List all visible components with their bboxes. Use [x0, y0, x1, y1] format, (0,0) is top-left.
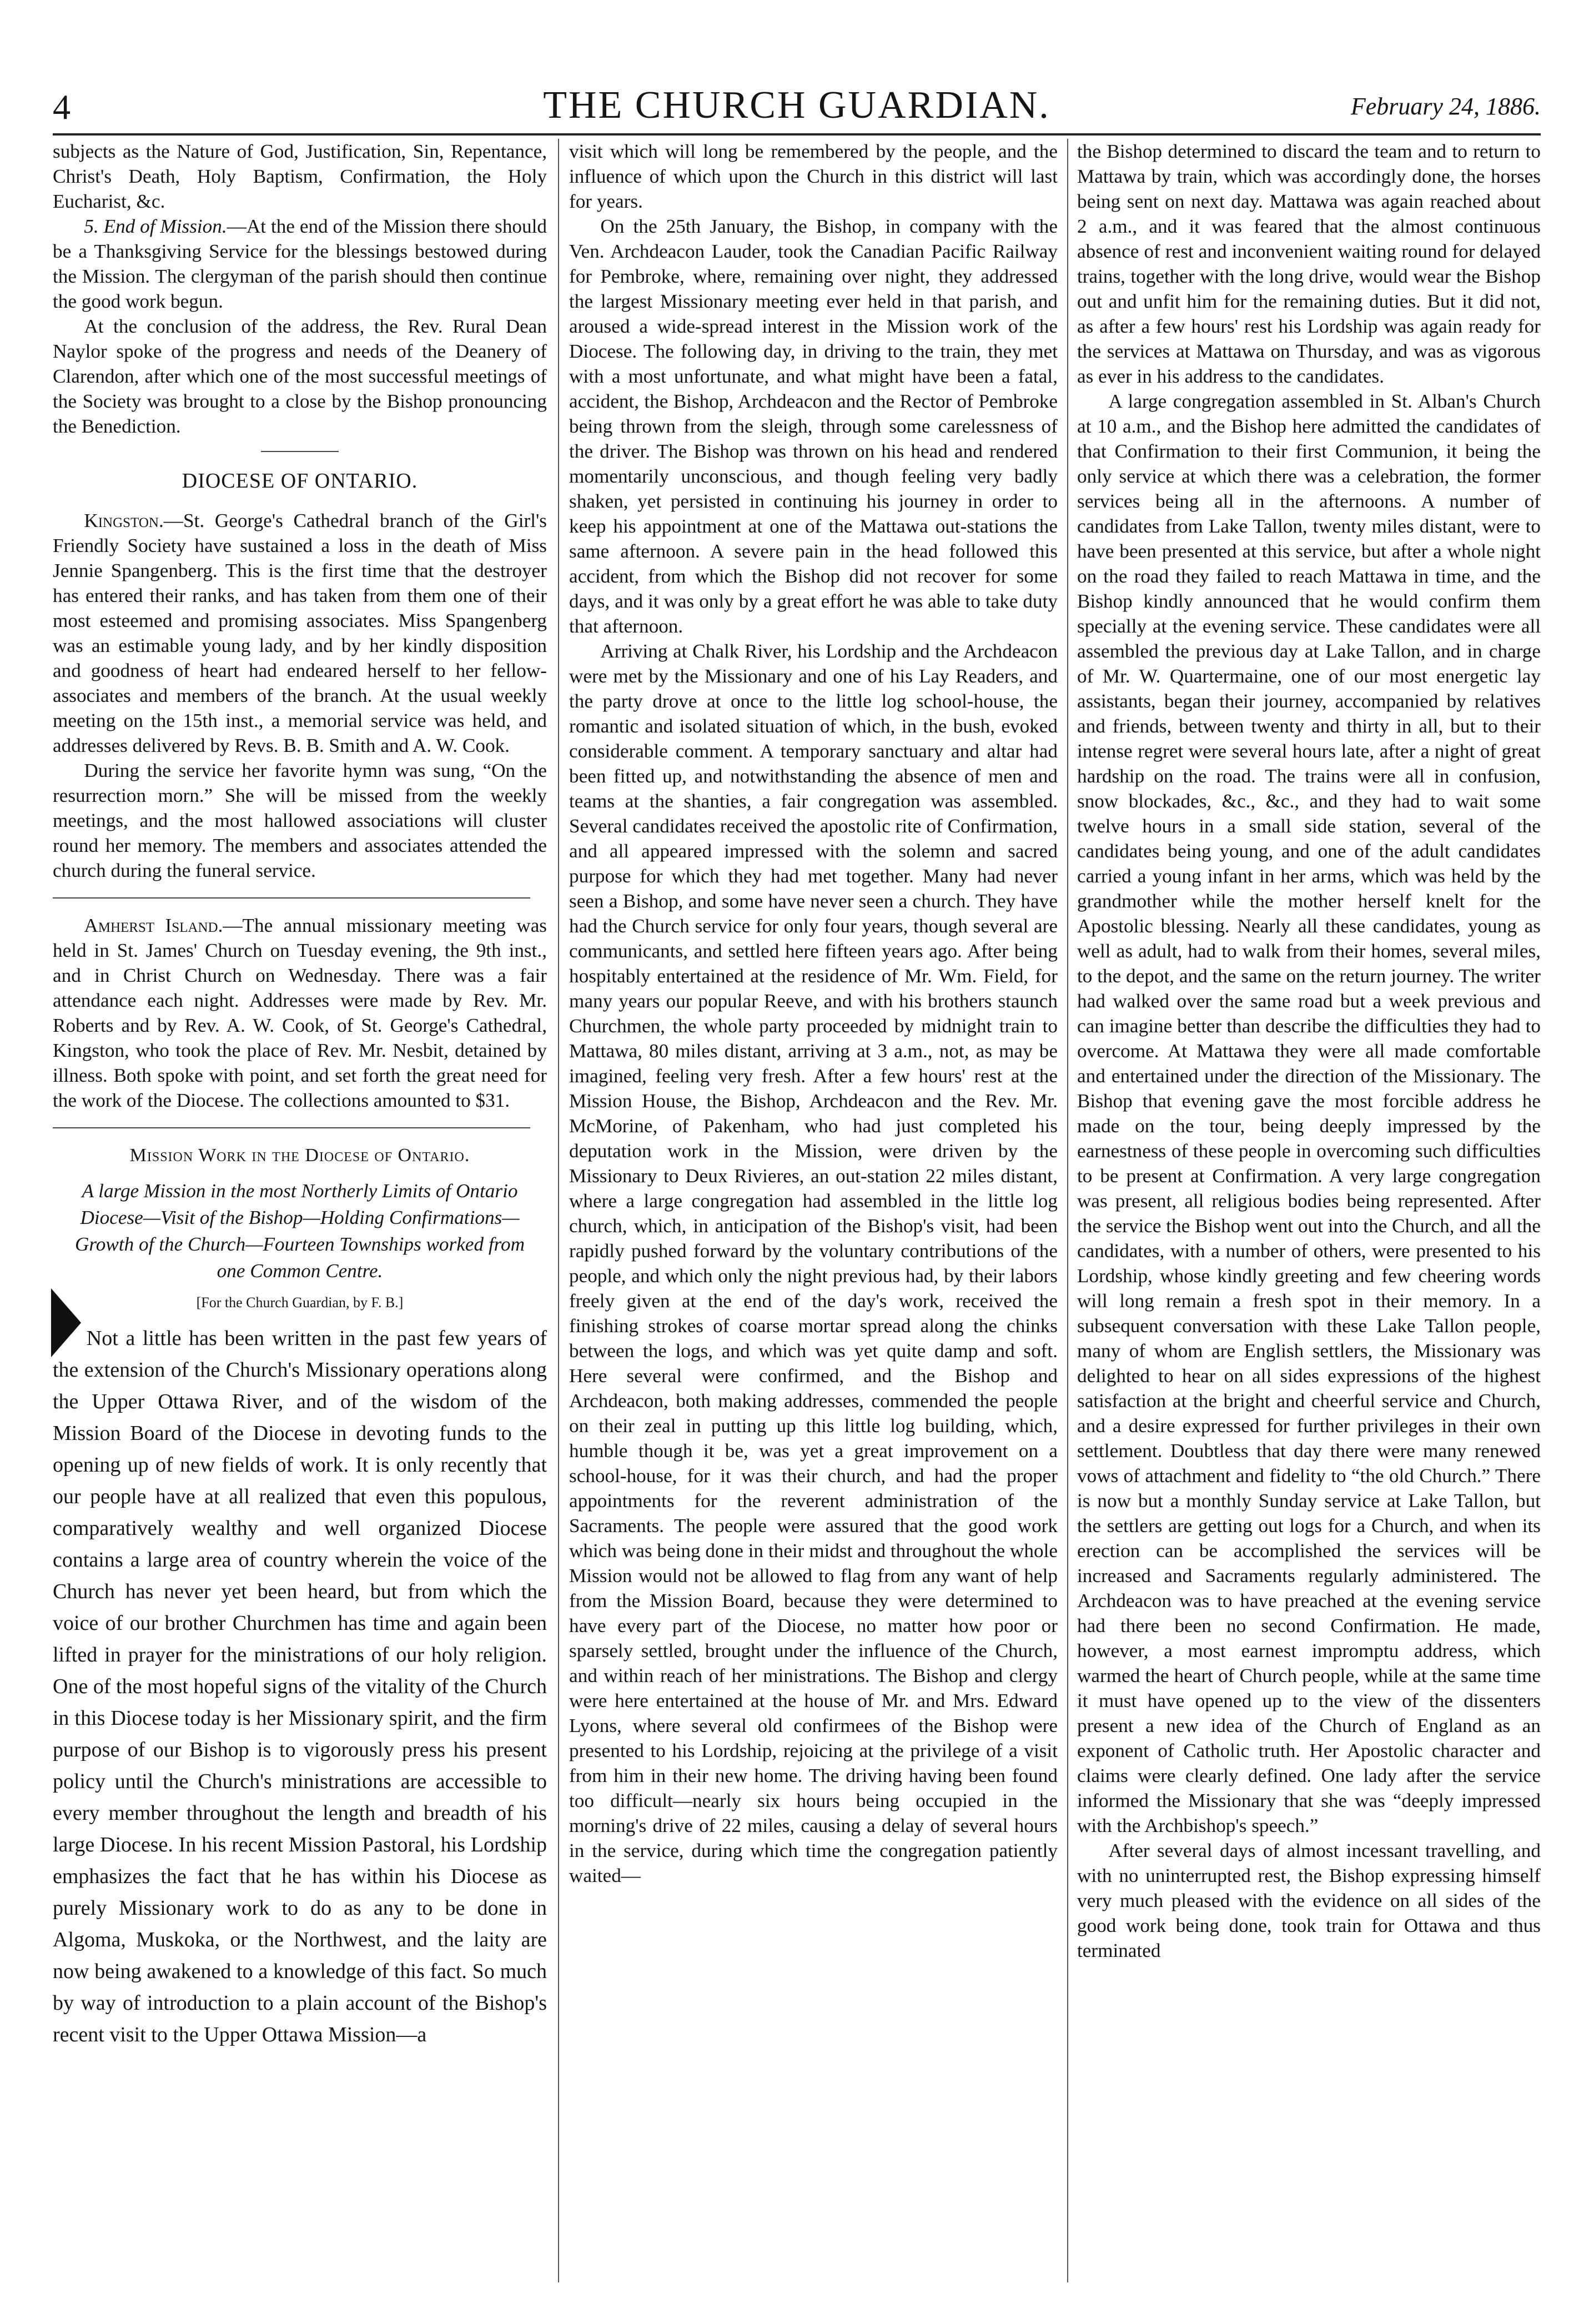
paragraph-text: —The annual missionary meeting was held in St. James' Church on Tuesday evening, the 9th inst., and in Christ Church on Wednesday. There was a fair attendance each night. Addresses were made by Rev. Mr. Roberts and by Rev. A. W. Cook, of St. George's Cathedral, Kingston, who took the place of Rev. Mr. Nesbit, detained by illness. Both spoke with point, and set forth the great need for the work of the Diocese. The collections amounted to $31.	[53, 915, 547, 1111]
paragraph: After several days of almost incessant travelling, and with no uninterrupted rest, the Bishop expressing himself very much pleased with the evidence on all sides of the good work being done, took train for Ottawa and thus terminated	[1077, 1840, 1541, 1961]
paragraph-text: —St. George's Cathedral branch of the Girl's Friendly Society have sustained a loss in the death of Miss Jennie Spangenberg. This is the first time that the destroyer has entered their ranks, and has taken from them one of their most esteemed and promising associates. Miss Spangenberg was an estimable young lady, and by her kindly disposition and goodness of heart had endeared herself to her fellow-associates and members of the branch. At the usual weekly meeting on the 15th inst., a memorial service was held, and addresses delivered by Revs. B. B. Smith and A. W. Cook.	[53, 510, 547, 756]
column-3	[1077, 139, 1541, 2282]
paragraph: the Bishop determined to discard the team and to return to Mattawa by train, which was accordingly done, the horses being sent on next day. Mattawa was again reached about 2 a.m., and it was feared that the almost continuous absence of rest and inconvenient waiting round for delayed trains, together with the long drive, would wear the Bishop out and unfit him for the remaining duties. But it did not, as after a few hours' rest his Lordship was again ready for the services at Mattawa on Thursday, and was as vigorous as ever in his address to the candidates.	[1077, 140, 1541, 387]
byline: [For the Church Guardian, by F. B.]	[196, 1294, 404, 1311]
page-number: 4	[53, 87, 71, 127]
paragraph	[53, 214, 547, 314]
separator-rule	[261, 451, 339, 452]
newspaper-title: THE CHURCH GUARDIAN.	[543, 84, 1050, 127]
run-in-heading: Kingston.	[84, 510, 164, 531]
paragraph: At the conclusion of the address, the Rev. Rural Dean Naylor spoke of the progress and needs of the Deanery of Clarendon, after which one of the most successful meetings of the Society was brought to a close by the Bishop pronouncing the Benediction.	[53, 315, 547, 437]
paragraph: A large congregation assembled in St. Alban's Church at 10 a.m., and the Bishop here admitted the candidates of that Confirmation to their first Communion, it being the only service at which there was a celebration, the former services being all in the afternoons. A number of candidates from Lake Tallon, twenty miles distant, were to have been presented at this service, but after a whole night on the road they failed to reach Mattawa in time, and the Bishop kindly announced that he would confirm them specially at the evening service. These candidates were all assembled the previous day at Lake Tallon, and in charge of Mr. W. Quartermaine, one of our most energetic lay assistants, began their journey, accompanied by relatives and friends, between twenty and thirty in all, but to their intense regret were several hours late, after a night of great hardship on the road. The trains were all in confusion, snow blockades, &c., &c., and they had to wait some twelve hours in a small side station, several of the candidates being young, and one of the adult candidates carried a young infant in her arms, which was held by the grandmother while the mother herself knelt for the Apostolic blessing. Nearly all these candidates, young as well as adult, had to walk from their homes, several miles, to the depot, and the same on the return journey. The writer had walked over the same road but a week previous and can imagine better than describe the difficulties they had to overcome. At Mattawa they were all made comfortable and entertained under the direction of the Missionary. The Bishop that evening gave the most forcible address he made on the tour, being deeply impressed by the earnestness of these people in overcoming such difficulties to be present at Confirmation. A very large congregation was present, all religious bodies being represented. After the service the Bishop went out into the Church, and all the candidates, with a number of others, were presented to his Lordship, whose kindly greeting and few cheering words will long remain a fresh spot in their memory. In a subsequent conversation with these Lake Tallon people, many of whom are English settlers, the Missionary was delighted to hear on all sides expressions of the highest satisfaction at the bright and cheerful service and Church, and a desire expressed for further privileges in their own settlement. Doubtless that day there were many renewed vows of attachment and fidelity to “the old Church.” There is now but a monthly Sunday service at Lake Tallon, but the settlers are getting out logs for a Church, and when its erection can be accomplished the services will be increased and Sacraments regularly administered. The Archdeacon was to have preached at the evening service had there been no second Confirmation. He made, however, a most earnest impromptu address, which warmed the heart of Church people, while at the same time it must have opened up to the view of the dissenters present a new idea of the Church of England as an exponent of Catholic truth. Her Apostolic character and claims were clearly defined. One lady after the service informed the Missionary that she was “deeply impressed with the Archbishop's speech.”	[1077, 390, 1541, 1836]
separator-rule	[53, 897, 530, 899]
column-divider	[1067, 139, 1068, 2282]
header-rule	[53, 133, 1541, 135]
run-in-heading: Amherst Island.	[84, 915, 223, 936]
paragraph: subjects as the Nature of God, Justification, Sin, Repentance, Christ's Death, Holy Baptism, Confirmation, the Holy Eucharist, &c.	[53, 140, 547, 212]
article-heading: Mission Work in the Diocese of Ontario.	[129, 1145, 470, 1166]
column-divider	[558, 139, 559, 2282]
section-heading: DIOCESE OF ONTARIO.	[182, 469, 418, 493]
paragraph: visit which will long be remembered by the people, and the influence of which upon the Church in this district will last for years.	[569, 140, 1058, 212]
paragraph: During the service her favorite hymn was sung, “On the resurrection morn.” She will be missed from the weekly meetings, and the most hallowed associations will cluster round her memory. The members and associates attended the church during the funeral service.	[53, 760, 547, 881]
paragraph: On the 25th January, the Bishop, in company with the Ven. Archdeacon Lauder, took the Canadian Pacific Railway for Pembroke, where, remaining over night, they addressed the largest Missionary meeting ever held in that parish, and aroused a wide-spread interest in the Mission work of the Diocese. The following day, in driving to the train, they met with a most unfortunate, and what might have been a fatal, accident, the Bishop, Archdeacon and the Rector of Pembroke being thrown from the sleigh, through some carelessness of the driver. The Bishop was thrown on his head and rendered momentarily unconscious, and though feeling very badly shaken, yet persisted in continuing his journey in order to keep his appointment at one of the Mattawa out-stations the same afternoon. A severe pain in the head followed this accident, from which the Bishop did not recover for some days, and it was only by a great effort he was able to take duty that afternoon.	[569, 215, 1058, 637]
column-2	[569, 139, 1058, 2282]
paragraph-text: —At the end of the Mission there should be a Thanksgiving Service for the blessings bestowed during the Mission. The clergyman of the parish should then continue the good work begun.	[53, 215, 547, 312]
masthead	[53, 83, 1541, 130]
paragraph	[53, 913, 547, 1113]
paragraph: Arriving at Chalk River, his Lordship and the Archdeacon were met by the Missionary and one of his Lay Readers, and the party drove at once to the little log school-house, the romantic and isolated situation of which, in the bush, evoked considerable comment. A temporary sanctuary and altar had been fitted up, and notwithstanding the absence of men and teams at the shanties, a fair congregation was assembled. Several candidates received the apostolic rite of Confirmation, and all appeared impressed with the solemn and sacred purpose for which they had met together. Many had never seen a Bishop, and some have never seen a church. They have had the Church service for only four years, though several are communicants, and settled here fifteen years ago. After being hospitably entertained at the residence of Mr. Wm. Field, for many years our popular Reeve, and with his brothers staunch Churchmen, the whole party proceeded by midnight train to Mattawa, 80 miles distant, arriving at 3 a.m., not, as may be imagined, feeling very fresh. After a few hours' rest at the Mission House, the Bishop, Archdeacon and the Rev. Mr. McMorine, of Pakenham, who had just completed his deputation work in the Mission, were driven by the Missionary to Deux Rivieres, an out-station 22 miles distant, where a large congregation had assembled in the little log church, which, in anticipation of the Bishop's visit, had been rapidly pushed forward by the voluntary contributions of the people, and which only the night previous had, by their labors freely given at the end of the day's work, received the finishing strokes of coarse mortar spread along the chinks between the logs, and which was yet quite damp and soft. Here several were confirmed, and the Bishop and Archdeacon, both making addresses, commended the people on their zeal in putting up this little log building, which, humble though it be, was yet a great improvement on a school-house, for it was their church, and had the proper appointments for the reverent administration of the Sacraments. The people were assured that the good work which was being done in their midst and throughout the whole Mission would not be allowed to flag from any want of help from the Mission Board, because they were determined to have every part of the Diocese, no matter how poor or sparsely settled, brought under the influence of the Church, and within reach of her ministrations. The Bishop and clergy were here entertained at the house of Mr. and Mrs. Edward Lyons, where several old confirmees of the Bishop were presented to his Lordship, rejoicing at the privilege of a visit from him in their new home. The driving having been found too difficult—nearly six hours being occupied in the morning's drive of 22 miles, causing a delay of several hours in the service, during which time the congregation patiently waited—	[569, 640, 1058, 1886]
run-in-heading: 5. End of Mission.	[84, 215, 227, 237]
issue-date: February 24, 1886.	[1350, 93, 1541, 120]
article-deck: A large Mission in the most Northerly Limits of Ontario Diocese—Visit of the Bishop—Holding Confirmations—Growth of the Church—Fourteen Townships worked from one Common Centre.	[75, 1180, 525, 1282]
column-1	[53, 139, 547, 2282]
margin-ink-mark	[51, 1288, 81, 1357]
separator-rule	[53, 1127, 530, 1128]
paragraph	[53, 508, 547, 758]
paragraph: Not a little has been written in the past few years of the extension of the Church's Missionary operations along the Upper Ottawa River, and of the wisdom of the Mission Board of the Diocese in devoting funds to the opening up of new fields of work. It is only recently that our people have at all realized that even this populous, comparatively wealthy and well organized Diocese contains a large area of country wherein the voice of the Church has never yet been heard, but from which the voice of our brother Churchmen has time and again been lifted in prayer for the ministrations of our holy religion. One of the most hopeful signs of the vitality of the Church in this Diocese today is her Missionary spirit, and the firm purpose of our Bishop is to vigorously press his present policy until the Church's ministrations are accessible to every member throughout the length and breadth of his large Diocese. In his recent Mission Pastoral, his Lordship emphasizes the fact that he has within his Diocese as purely Missionary work to do as any to be done in Algoma, Muskoka, or the Northwest, and the laity are now being awakened to a knowledge of this fact. So much by way of introduction to a plain account of the Bishop's recent visit to the Upper Ottawa Mission—a	[53, 1327, 547, 2046]
